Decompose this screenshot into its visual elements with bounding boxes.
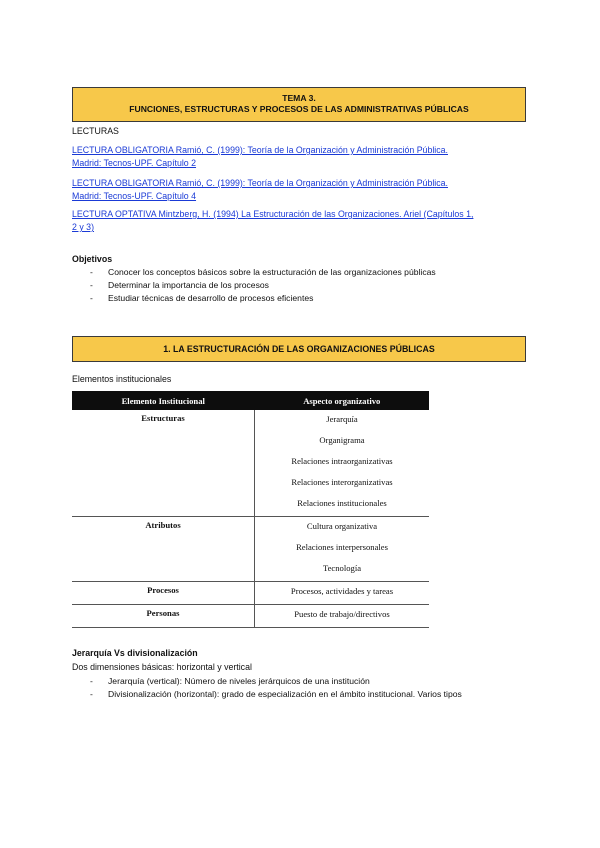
row-aspects: Puesto de trabajo/directivos	[255, 605, 430, 628]
lectura-link-2[interactable]: LECTURA OBLIGATORIA Ramió, C. (1999): Teoría de la Organización y Administración Pública. Madrid: Tecnos-UPF. Capítulo 4	[72, 178, 448, 201]
objetivos-list	[72, 266, 436, 305]
elementos-heading: Elementos institucionales	[72, 374, 172, 384]
tema-number: TEMA 3.	[282, 93, 316, 103]
lecturas-heading: LECTURAS	[72, 126, 119, 136]
table-row	[72, 410, 429, 517]
list-item: - Determinar la importancia de los procesos	[90, 280, 269, 290]
tema-banner	[72, 87, 526, 122]
row-aspects: Procesos, actividades y tareas	[255, 582, 430, 605]
list-item: - Jerarquía (vertical): Número de niveles jerárquicos de una institución	[90, 676, 370, 686]
row-aspects: Cultura organizativa Relaciones interpersonales Tecnología	[255, 517, 430, 582]
row-category: Procesos	[72, 582, 255, 605]
table-row	[72, 605, 429, 628]
table-row	[72, 517, 429, 582]
objetivos-heading: Objetivos	[72, 254, 113, 264]
row-aspects: Jerarquía Organigrama Relaciones intraorganizativas Relaciones interorganizativas Relaciones institucionales	[255, 410, 430, 517]
row-category: Personas	[72, 605, 255, 628]
lectura-link-1[interactable]: LECTURA OBLIGATORIA Ramió, C. (1999): Teoría de la Organización y Administración Pública. Madrid: Tecnos-UPF. Capítulo 2	[72, 145, 448, 168]
jerarquia-heading: Jerarquía Vs divisionalización	[72, 648, 198, 658]
lectura-link-3[interactable]: LECTURA OPTATIVA Mintzberg, H. (1994) La Estructuración de las Organizaciones. Ariel (Capítulos 1, 2 y 3)	[72, 209, 474, 232]
list-item: - Divisionalización (horizontal): grado de especialización en el ámbito institucional. Varios tipos	[90, 689, 462, 699]
column-header: Elemento Institucional	[72, 391, 255, 410]
jerarquia-list	[72, 675, 462, 701]
list-item: - Estudiar técnicas de desarrollo de procesos eficientes	[90, 293, 314, 303]
table-row	[72, 582, 429, 605]
tema-title: FUNCIONES, ESTRUCTURAS Y PROCESOS DE LAS ADMINISTRATIVAS PÚBLICAS	[129, 104, 469, 114]
list-item: - Conocer los conceptos básicos sobre la estructuración de las organizaciones públicas	[90, 267, 436, 277]
row-category: Atributos	[72, 517, 255, 582]
section-1-banner	[72, 336, 526, 362]
section-1-title: 1. LA ESTRUCTURACIÓN DE LAS ORGANIZACIONES PÚBLICAS	[163, 344, 435, 354]
column-header: Aspecto organizativo	[255, 391, 430, 410]
jerarquia-intro: Dos dimensiones básicas: horizontal y vertical	[72, 662, 252, 672]
elementos-table	[72, 391, 429, 628]
row-category: Estructuras	[72, 410, 255, 517]
